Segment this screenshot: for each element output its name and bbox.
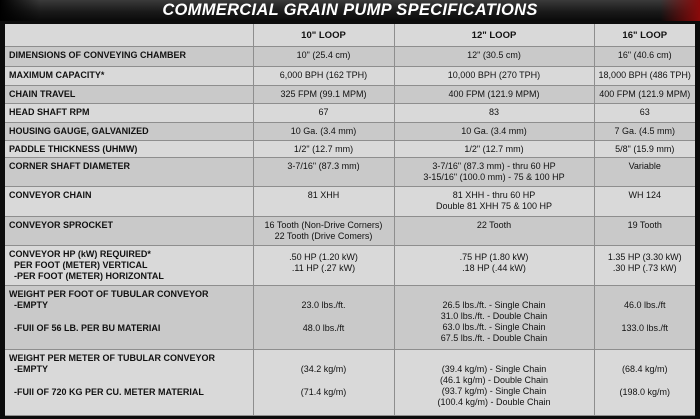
cell-gap — [595, 375, 696, 387]
row-label: CONVEYOR SPROCKET — [5, 217, 253, 246]
cell-12: 10,000 BPH (270 TPH) — [394, 67, 594, 86]
cell-16: Variable — [594, 158, 695, 187]
cell-16: 400 FPM (121.9 MPM) — [594, 86, 695, 104]
row-label: CHAIN TRAVEL — [5, 86, 253, 104]
row-label: HEAD SHAFT RPM — [5, 104, 253, 123]
title-banner — [0, 0, 700, 21]
cell-10 — [253, 350, 394, 416]
cell-10: 10" (25.4 cm) — [253, 47, 394, 67]
cell-line: 133.0 lbs./ft — [621, 323, 669, 333]
row-label — [5, 286, 253, 350]
hp-title: CONVEYOR HP (kW) REQUIRED* — [9, 249, 151, 259]
header-blank — [5, 24, 253, 47]
header-16-loop: 16" LOOP — [594, 24, 695, 47]
table-row — [5, 187, 695, 217]
cell-10: 10 Ga. (3.4 mm) — [253, 123, 394, 141]
header-10-loop: 10" LOOP — [253, 24, 394, 47]
cell-line: 3-7/16" (87.3 mm) - thru 60 HP — [432, 161, 556, 171]
cell-16: 7 Ga. (4.5 mm) — [594, 123, 695, 141]
cell-12: 22 Tooth — [394, 217, 594, 246]
cell-16: WH 124 — [594, 187, 695, 217]
cell-line: 48.0 lbs./ft — [302, 323, 345, 333]
cell-line: 23.0 lbs./ft. — [301, 300, 346, 310]
row-label — [5, 350, 253, 416]
weight-m-empty: -EMPTY — [14, 364, 49, 374]
weight-m-full: -FUII OF 720 KG PER CU. METER MATERIAL — [14, 387, 204, 397]
cell-12 — [394, 158, 594, 187]
cell-line: Double 81 XHH 75 & 100 HP — [435, 201, 553, 211]
table-row — [5, 67, 695, 86]
row-label: CONVEYOR CHAIN — [5, 187, 253, 217]
table-row — [5, 123, 695, 141]
cell-gap — [254, 353, 394, 364]
cell-line: (71.4 kg/m) — [300, 387, 347, 397]
row-label: MAXIMUM CAPACITY* — [5, 67, 253, 86]
table-row — [5, 104, 695, 123]
cell-line: 81 XHH - thru 60 HP — [452, 190, 536, 200]
cell-16: 18,000 BPH (486 TPH) — [594, 67, 695, 86]
row-label: HOUSING GAUGE, GALVANIZED — [5, 123, 253, 141]
cell-line: .18 HP (.44 kW) — [462, 263, 526, 273]
cell-line: (93.7 kg/m) - Single Chain — [441, 386, 547, 396]
cell-gap — [254, 289, 394, 300]
cell-line: 16 Tooth (Non-Drive Corners) — [264, 220, 383, 230]
cell-16: 63 — [594, 104, 695, 123]
cell-10 — [253, 246, 394, 286]
banner-shade-right — [660, 0, 700, 21]
cell-gap — [395, 289, 594, 300]
hp-sub-horizontal: -PER FOOT (METER) HORIZONTAL — [14, 271, 164, 281]
cell-10 — [253, 217, 394, 246]
weight-ft-title: WEIGHT PER FOOT OF TUBULAR CONVEYOR — [9, 289, 209, 299]
cell-16 — [594, 350, 695, 416]
banner-shade-left — [0, 0, 40, 21]
table-row — [5, 217, 695, 246]
cell-line: (100.4 kg/m) - Double Chain — [437, 397, 551, 407]
header-12-loop: 12" LOOP — [394, 24, 594, 47]
cell-10 — [253, 286, 394, 350]
cell-line: .30 HP (.73 kW) — [612, 263, 677, 273]
cell-gap — [395, 353, 594, 364]
table-row — [5, 350, 695, 416]
cell-12: 10 Ga. (3.4 mm) — [394, 123, 594, 141]
cell-gap — [9, 375, 253, 387]
row-label: CORNER SHAFT DIAMETER — [5, 158, 253, 187]
weight-ft-full: -FUII OF 56 LB. PER BU MATERIAI — [14, 323, 161, 333]
cell-12: 12" (30.5 cm) — [394, 47, 594, 67]
cell-line: .75 HP (1.80 kW) — [459, 252, 529, 262]
cell-line: 46.0 lbs./ft — [623, 300, 666, 310]
cell-line: (34.2 kg/m) — [300, 364, 347, 374]
cell-10: 6,000 BPH (162 TPH) — [253, 67, 394, 86]
cell-12 — [394, 350, 594, 416]
cell-16: 16" (40.6 cm) — [594, 47, 695, 67]
cell-line: 22 Tooth (Drive Comers) — [274, 231, 373, 241]
cell-line: (46.1 kg/m) - Double Chain — [439, 375, 549, 385]
page-title: COMMERCIAL GRAIN PUMP SPECIFICATIONS — [162, 1, 538, 19]
cell-line: 1.35 HP (3.30 kW) — [607, 252, 682, 262]
cell-line: 31.0 lbs./ft. - Double Chain — [440, 311, 548, 321]
table-row — [5, 47, 695, 67]
cell-line: (39.4 kg/m) - Single Chain — [441, 364, 547, 374]
cell-10: 81 XHH — [253, 187, 394, 217]
hp-sub-vertical: PER FOOT (METER) VERTICAL — [14, 260, 148, 270]
row-label: DIMENSIONS OF CONVEYING CHAMBER — [5, 47, 253, 67]
table-row — [5, 286, 695, 350]
row-label — [5, 246, 253, 286]
table-row — [5, 246, 695, 286]
spec-table — [5, 24, 695, 416]
cell-10: 1/2" (12.7 mm) — [253, 141, 394, 158]
cell-line: .50 HP (1.20 kW) — [289, 252, 358, 262]
cell-line: 67.5 lbs./ft. - Double Chain — [440, 333, 548, 343]
table-row — [5, 86, 695, 104]
cell-12 — [394, 246, 594, 286]
cell-12 — [394, 187, 594, 217]
cell-gap — [595, 353, 696, 364]
cell-line: (198.0 kg/m) — [619, 387, 671, 397]
cell-16 — [594, 246, 695, 286]
cell-12 — [394, 286, 594, 350]
weight-m-title: WEIGHT PER METER OF TUBULAR CONVEYOR — [9, 353, 216, 363]
header-row — [5, 24, 695, 47]
row-label: PADDLE THICKNESS (UHMW) — [5, 141, 253, 158]
cell-16: 19 Tooth — [594, 217, 695, 246]
cell-line: 3-15/16" (100.0 mm) - 75 & 100 HP — [423, 172, 565, 182]
cell-gap — [254, 375, 394, 387]
cell-12: 1/2" (12.7 mm) — [394, 141, 594, 158]
cell-gap — [595, 311, 696, 323]
cell-12: 400 FPM (121.9 MPM) — [394, 86, 594, 104]
cell-gap — [595, 289, 696, 300]
cell-gap — [254, 311, 394, 323]
cell-10: 3-7/16" (87.3 mm) — [253, 158, 394, 187]
cell-16 — [594, 286, 695, 350]
cell-line: .11 HP (.27 kW) — [291, 263, 356, 273]
cell-12: 83 — [394, 104, 594, 123]
cell-line: 26.5 lbs./ft. - Single Chain — [442, 300, 546, 310]
cell-10: 67 — [253, 104, 394, 123]
table-row — [5, 158, 695, 187]
weight-ft-empty: -EMPTY — [14, 300, 49, 310]
cell-line: (68.4 kg/m) — [621, 364, 668, 374]
cell-10: 325 FPM (99.1 MPM) — [253, 86, 394, 104]
cell-16: 5/8" (15.9 mm) — [594, 141, 695, 158]
table-row — [5, 141, 695, 158]
cell-gap — [9, 311, 253, 323]
cell-line: 63.0 lbs./ft. - Single Chain — [442, 322, 546, 332]
